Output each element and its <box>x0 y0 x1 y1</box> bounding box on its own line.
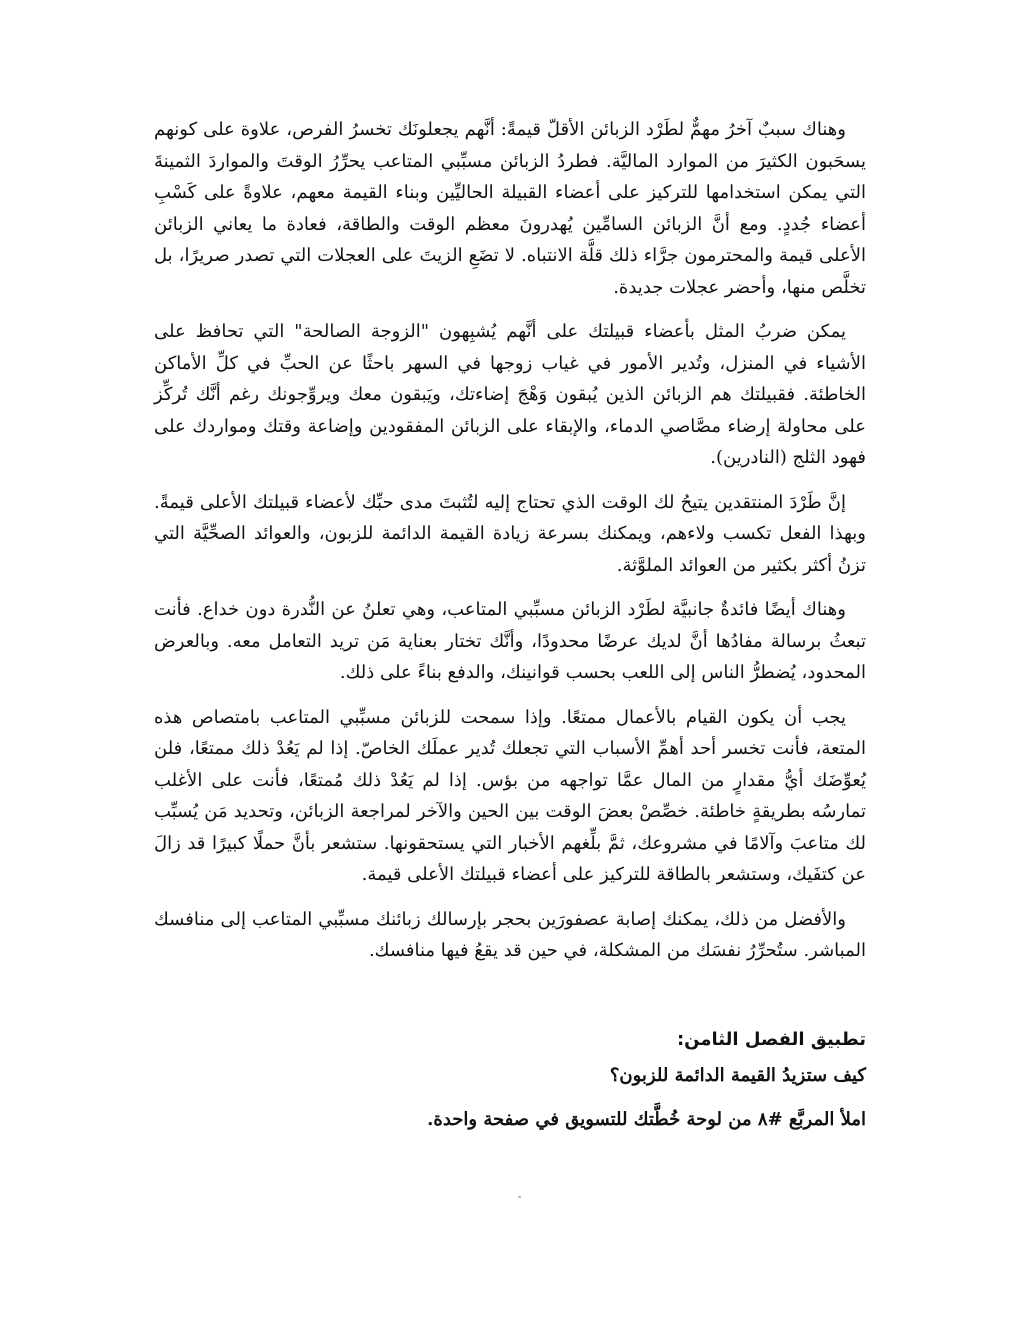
section-question: كيف ستزيدُ القيمة الدائمة للزبون؟ <box>609 1064 866 1086</box>
paragraph: يمكن ضربُ المثل بأعضاء قبيلتك على أنَّهم يُشبِهون "الزوجة الصالحة" التي تحافظ على الأشياء في المنزل، وتُدير الأمور في غياب زوجها في السهر باحثًا عن الحبِّ في كلِّ الأماكن الخاطئة. فقبيلتك هم الزبائن الذين يُبقون وَهْجَ إضاءتك، ويَبقون معك ويروِّجونك رغم أنَّك تُركِّز على محاولة إرضاء مصَّاصي الدماء، والإبقاء على الزبائن المفقودين وإضاعة وقتك ومواردك على فهود الثلج (النادرين). <box>154 321 866 468</box>
paragraph: وهناك أيضًا فائدةٌ جانبيَّة لطَرْد الزبائن مسبِّبي المتاعب، وهي تعلنُ عن النُّدرة دون خداع. فأنت تبعثُ برسالة مفادُها أنَّ لديك عرضًا محدودًا، وأنَّك تختار بعناية مَن تريد التعامل معه. وبالعرض المحدود، يُضطرُّ الناس إلى اللعب بحسب قوانينك، والدفع بناءً على ذلك. <box>154 599 866 683</box>
section-title: تطبيق الفصل الثامن: <box>676 1028 866 1050</box>
section-task: املأ المربَّع #٨ من لوحة خُطَّتك للتسويق في صفحة واحدة. <box>427 1108 866 1130</box>
scan-dot <box>518 1196 521 1198</box>
chapter-application-section <box>154 1025 866 1135</box>
paragraph: وهناك سببٌ آخرُ مهمٌّ لطَرْد الزبائن الأقلّ قيمةً: أنَّهم يجعلونَك تخسرُ الفرص، علاوة على كونهم يسحَبون الكثيرَ من الموارد الماليَّة. فطردُ الزبائن مسبِّبي المتاعب يحرِّرُ الوقتَ والمواردَ الثمينةَ التي يمكن استخدامها للتركيز على أعضاء القبيلة الحاليِّين وبناء القيمة معهم، علاوةً على كَسْبِ أعضاء جُددٍ. ومع أنَّ الزبائن السامِّين يُهدرونَ معظم الوقت والطاقة، فعادة ما يعاني الزبائن الأعلى قيمة والمحترمون جرَّاء ذلك قلَّة الانتباه. لا تضَعِ الزيتَ على العجلات التي تصدر صريرًا، بل تخلَّص منها، وأحضر عجلات جديدة. <box>154 119 866 298</box>
paragraph: يجب أن يكون القيام بالأعمال ممتعًا. وإذا سمحت للزبائن مسبِّبي المتاعب بامتصاص هذه المتعة، فأنت تخسر أحد أهمِّ الأسباب التي تجعلك تُدير عملَك الخاصّ. إذا لم يَعُدْ ذلك ممتعًا، فلن يُعوِّضَك أيُّ مقدارٍ من المال عمَّا تواجهه من بؤس. إذا لم يَعُدْ ذلك مُمتعًا، فأنت على الأغلب تمارسُه بطريقةٍ خاطئة. خصِّصْ بعضَ الوقت بين الحين والآخر لمراجعة الزبائن، وتحديد مَن يُسبِّب لك متاعبَ وآلامًا في مشروعك، ثمَّ بلِّغهم الأخبار التي يستحقونها. ستشعر بأنَّ حملًا كبيرًا قد زالَ عن كتفَيك، وستشعر بالطاقة للتركيز على أعضاء قبيلتك الأعلى قيمة. <box>154 706 866 885</box>
document-page <box>154 114 866 1135</box>
paragraph: إنَّ طَرْدَ المنتقدين يتيحُ لك الوقت الذي تحتاج إليه لتُثبتَ مدى حبِّك لأعضاء قبيلتك الأعلى قيمةً. وبهذا الفعل تكسب ولاءهم، ويمكنك بسرعة زيادة القيمة الدائمة للزبون، والعوائد الصحِّيَّة التي تزنُ أكثر بكثير من العوائد الملوَّثة. <box>154 491 866 576</box>
paragraph: والأفضل من ذلك، يمكنك إصابة عصفورَين بحجر بإرسالك زبائنك مسبِّبي المتاعب إلى منافسك المباشر. ستُحرِّرُ نفسَك من المشكلة، في حين قد يقعُ فيها منافسك. <box>154 908 866 961</box>
